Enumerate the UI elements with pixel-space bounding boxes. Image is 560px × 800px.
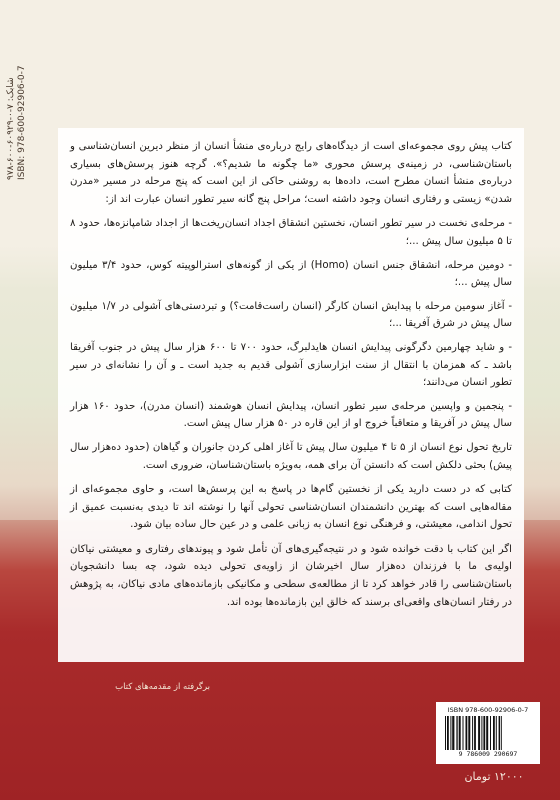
- history-paragraph: تاریخ تحول نوع انسان از ۵ تا ۴ میلیون سال پیش تا آغاز اهلی کردن جانوران و گیاهان (حدود ده‌هزار سال پیش) بحثی دلکش است که دانستن آن برای همه، به‌ویژه باستان‌شناسان، ضروری است.: [70, 441, 512, 471]
- blurb-text-box: [58, 128, 524, 662]
- spine-isbn-latin: ISBN: 978-600-92906-0-7: [17, 65, 27, 180]
- barcode-box: [436, 702, 540, 764]
- barcode-digits: 9 786009 290697: [458, 750, 518, 758]
- stage-one: - مرحله‌ی نخست در سیر تطور انسان، نخستین انشقاق اجداد انسان‌ریخت‌ها از اجداد شامپانزه‌ها، حدود ۸ تا ۵ میلیون سال پیش ...؛: [70, 218, 512, 247]
- stage-two: - دومین مرحله، انشقاق جنس انسان (Homo) از یکی از گونه‌های استرالوپیته کوس، حدود ۳/۴ میلیون سال پیش ...؛: [70, 259, 512, 289]
- spine-isbn: [6, 40, 46, 180]
- closing-paragraph: اگر این کتاب با دقت خوانده شود و در نتیجه‌گیری‌های آن تأمل شود و پیوندهای رفتاری و معیشتی نیاکان اولیه‌ی ما با فرزندان ده‌هزار سال اخیرشان از زاویه‌ی تحولی دیده شود، چه بسا دانشجویان باستان‌شناسی را قادر خواهد کرد تا از مطالعه‌ی سطحی و مکانیکی بازمانده‌های مادی نیاکان، به پژوهش در رفتار انسان‌های واقعی‌ای برسند که خالق این بازمانده‌ها بوده اند.: [70, 543, 512, 608]
- stage-three: - آغاز سومین مرحله با پیدایش انسان کارگر (انسان راست‌قامت؟) و تبردستی‌های آشولی در ۱/۷ میلیون سال پیش در شرق آفریقا ...؛: [70, 300, 512, 330]
- source-note: برگرفته از مقدمه‌های کتاب: [115, 682, 210, 692]
- stage-four: - و شاید چهارمین دگرگونی پیدایش انسان هایدلبرگ، حدود ۷۰۰ تا ۶۰۰ هزار سال پیش در جنوب آفریقا باشد ـ که همزمان با انتقال از سنت ابزارسازی آشولی قدیم به جدید است ـ و آن را نشانه‌ای در سیر تطور انسان می‌دانند؛: [70, 341, 512, 389]
- intro-paragraph: کتاب پیش روی مجموعه‌ای است از دیدگاه‌های رایج درباره‌ی منشأ انسان از منظر دیرین انسان‌شناسی و باستان‌شناسی، در زمینه‌ی پرسش محوری «ما چگونه ما شدیم؟». گرچه هنوز پرسش‌های بسیاری درباره‌ی منشأ انسان مطرح است، داده‌ها به روشنی حاکی از این است که پنج مرحله در مسیر «مدرن شدن» زیستی و رفتاری انسان وجود داشته است؛ مراحل پنج گانه سیر تطور انسان عبارت اند از:: [70, 141, 512, 205]
- spine-isbn-persian: شابک: ۷-۰-۶۰۹۲۹-۶۰۰-۹۷۸: [6, 77, 16, 180]
- book-paragraph: کتابی که در دست دارید یکی از نخستین گام‌ها در پاسخ به این پرسش‌ها است، و حاوی مجموعه‌ای از مقاله‌هایی است که بهترین دانشمندان انسان‌شناسی تحولی آنها را نوشته اند تا دیدی به‌نسبت عمیق از تحول اندامی، معیشتی، و فرهنگی نوع انسان به زبانی علمی و در عین حال ساده بیان شود.: [70, 484, 512, 531]
- price-label: ۱۲۰۰۰ تومان: [464, 770, 524, 783]
- barcode-isbn: ISBN 978-600-92906-0-7: [447, 706, 529, 714]
- stage-five: - پنجمین و واپسین مرحله‌ی سیر تطور انسان، پیدایش انسان هوشمند (انسان مدرن)، حدود ۱۶۰ هزار سال پیش در آفریقا و متعاقباً خروج او از این قاره در ۵۰ هزار سال پیش است.: [70, 400, 512, 430]
- barcode-icon: [443, 716, 533, 750]
